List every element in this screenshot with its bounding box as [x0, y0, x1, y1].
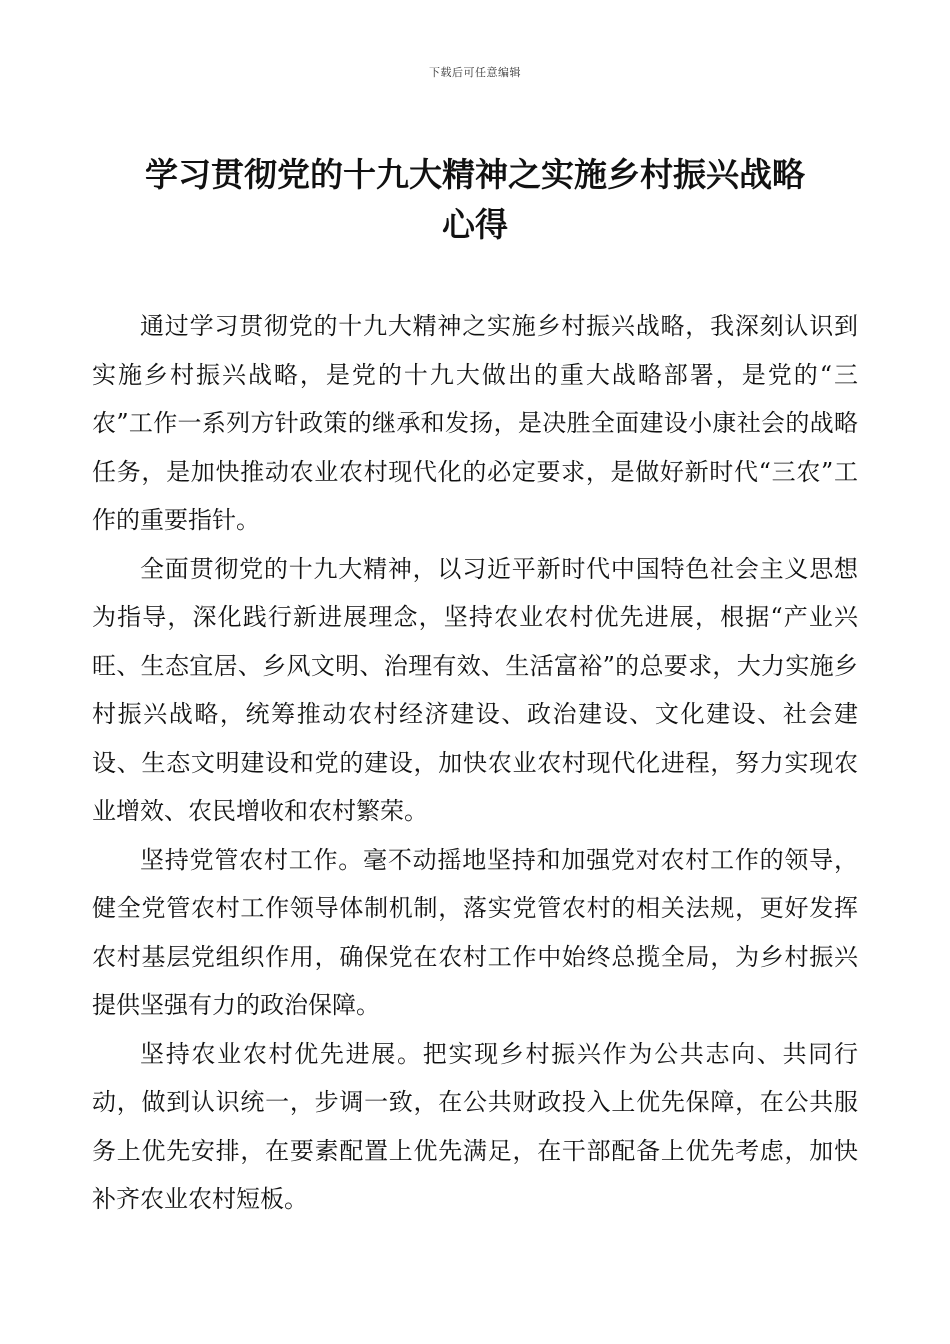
paragraph: 通过学习贯彻党的十九大精神之实施乡村振兴战略，我深刻认识到实施乡村振兴战略，是党的十九大做出的重大战略部署，是党的“三农”工作一系列方针政策的继承和发扬，是决胜全面建设小康社会的战略任务，是加快推动农业农村现代化的必定要求，是做好新时代“三农”工作的重要指针。 [92, 312, 858, 534]
header-note: 下载后可任意编辑 [429, 66, 521, 79]
document-title [90, 150, 860, 250]
title-line-2: 心得 [442, 205, 508, 244]
title-line-1: 学习贯彻党的十九大精神之实施乡村振兴战略 [145, 155, 805, 194]
paragraph: 全面贯彻党的十九大精神，以习近平新时代中国特色社会主义思想为指导，深化践行新进展理念，坚持农业农村优先进展，根据“产业兴旺、生态宜居、乡风文明、治理有效、生活富裕”的总要求，大力实施乡村振兴战略，统筹推动农村经济建设、政治建设、文化建设、社会建设、生态文明建设和党的建设，加快农业农村现代化进程，努力实现农业增效、农民增收和农村繁荣。 [92, 554, 858, 825]
document-body [92, 302, 858, 1224]
paragraph: 坚持农业农村优先进展。把实现乡村振兴作为公共志向、共同行动，做到认识统一，步调一致，在公共财政投入上优先保障，在公共服务上优先安排，在要素配置上优先满足，在干部配备上优先考虑，加快补齐农业农村短板。 [92, 1039, 858, 1213]
paragraph: 坚持党管农村工作。毫不动摇地坚持和加强党对农村工作的领导，健全党管农村工作领导体制机制，落实党管农村的相关法规，更好发挥农村基层党组织作用，确保党在农村工作中始终总揽全局，为乡村振兴提供坚强有力的政治保障。 [92, 845, 858, 1019]
